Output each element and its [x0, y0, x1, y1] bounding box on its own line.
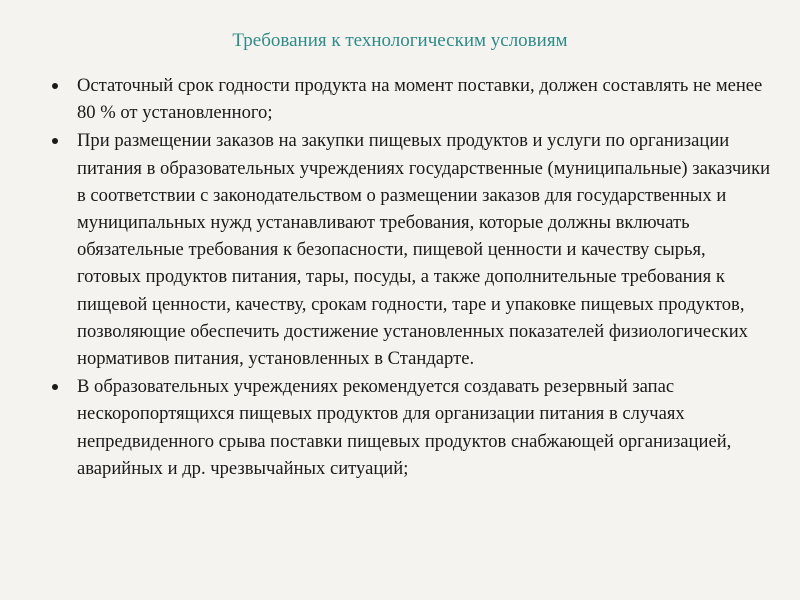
bullet-list — [52, 72, 772, 482]
bullet-icon — [52, 138, 58, 144]
bullet-icon — [52, 384, 58, 390]
list-item — [52, 127, 772, 372]
bullet-icon — [52, 83, 58, 89]
list-item — [52, 373, 772, 482]
slide-title: Требования к технологическим условиям — [232, 30, 568, 51]
bullet-text: В образовательных учреждениях рекомендуется создавать резервный запас нескоропортящихся пищевых продуктов для организации питания в случаях непредвиденного срыва поставки пищевых продуктов снабжающей организацией, аварийных и др. чрезвычайных ситуаций; — [77, 376, 732, 479]
bullet-text: При размещении заказов на закупки пищевых продуктов и услуги по организации питания в образовательных учреждениях государственные (муниципальные) заказчики в соответствии с законодательством о размещении заказов для государственных и муниципальных нужд устанавливают требования, которые должны включать обязательные требования к безопасности, пищевой ценности и качеству сырья, готовых продуктов питания, тары, посуды, а также дополнительные требования к пищевой ценности, качеству, срокам годности, таре и упаковке пищевых продуктов, позволяющие обеспечить достижение установленных показателей физиологических нормативов питания, установленных в Стандарте. — [77, 130, 771, 370]
list-item — [52, 72, 772, 126]
bullet-text: Остаточный срок годности продукта на момент поставки, должен составлять не менее 80 % от установленного; — [77, 75, 763, 124]
